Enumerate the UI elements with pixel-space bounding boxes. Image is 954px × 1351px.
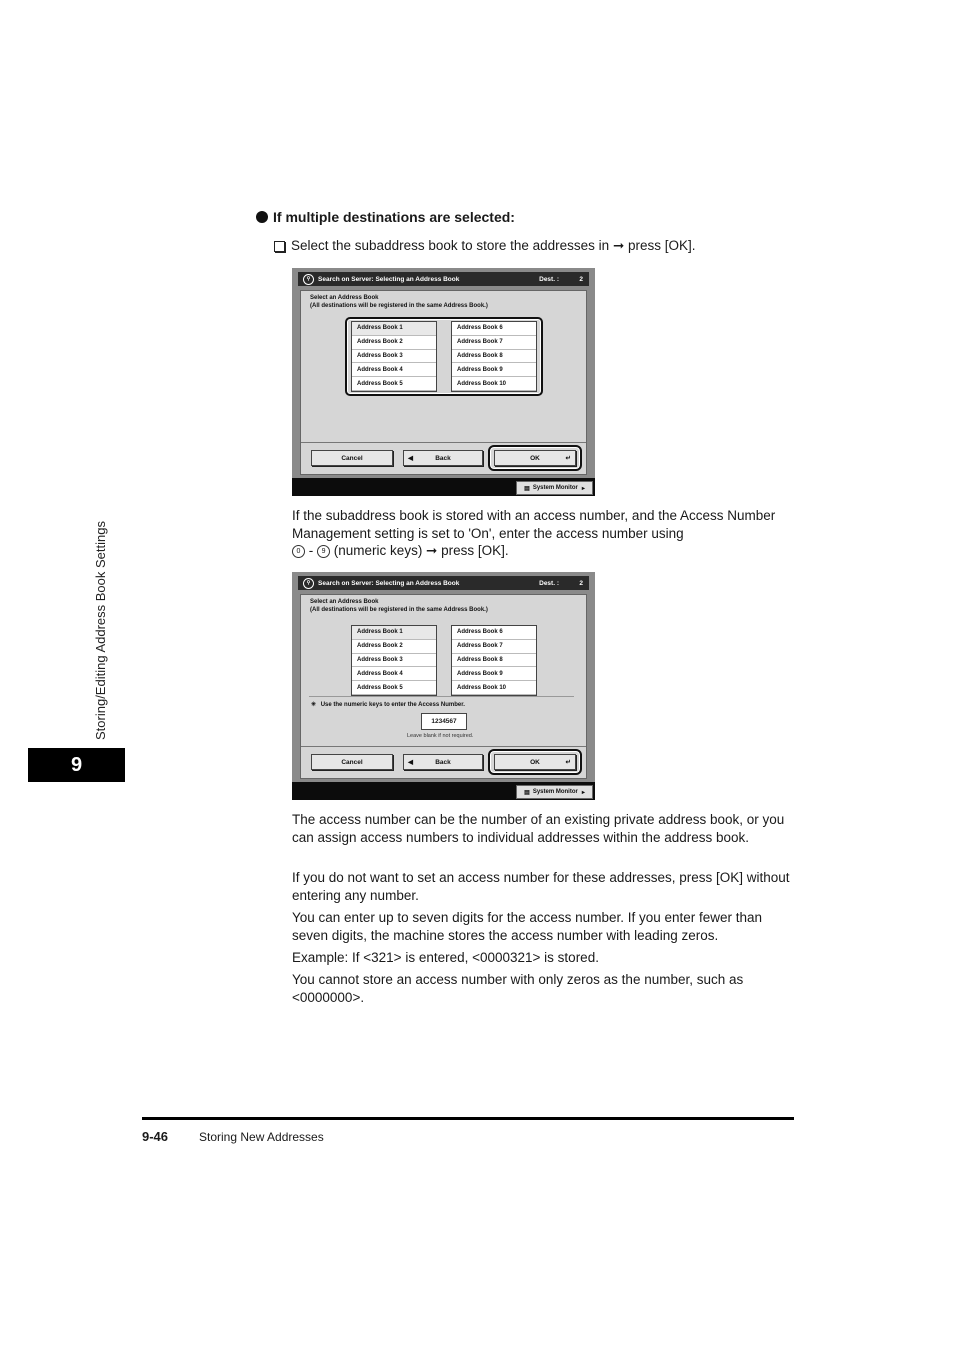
dest-label: Dest. : [539, 275, 559, 283]
list-item[interactable]: Address Book 5 [352, 377, 436, 391]
instruction [310, 599, 488, 614]
instruction-line-2: (All destinations will be registered in the same Address Book.) [310, 302, 488, 309]
enter-icon: ↵ [565, 759, 571, 766]
list-item[interactable]: Address Book 7 [452, 640, 536, 654]
ok-label: OK [530, 758, 540, 766]
list-item[interactable]: Address Book 2 [352, 640, 436, 654]
chapter-side-title: Storing/Editing Address Book Settings [93, 521, 108, 740]
note-paragraph: You cannot store an access number with only zeros as the number, such as <0000000>. [292, 972, 744, 1005]
screen-title: Search on Server: Selecting an Address Book [318, 275, 460, 283]
note-paragraph: You can enter up to seven digits for the access number. If you enter fewer than seven digits, the machine stores the access number with leading zeros. [292, 910, 763, 943]
back-label: Back [435, 758, 451, 766]
list-item[interactable]: Address Book 10 [452, 377, 536, 391]
back-arrow-icon: ◀ [408, 455, 413, 462]
address-book-list-left[interactable] [351, 321, 437, 392]
list-item[interactable]: Address Book 6 [452, 626, 536, 640]
system-monitor-label: System Monitor [532, 485, 578, 491]
dest-label: Dest. : [539, 579, 559, 587]
list-item[interactable]: Address Book 7 [452, 336, 536, 350]
system-monitor-button[interactable] [516, 481, 593, 495]
instruction-line-2: (All destinations will be registered in the same Address Book.) [310, 606, 488, 613]
list-item[interactable]: Address Book 3 [352, 654, 436, 668]
address-book-list-right[interactable] [451, 321, 537, 392]
list-item[interactable]: Address Book 1 [352, 322, 436, 336]
ok-button[interactable] [494, 754, 576, 770]
monitor-icon: ▤ [524, 485, 530, 492]
list-item[interactable]: Address Book 3 [352, 350, 436, 364]
section-heading [256, 209, 515, 225]
page-number: 9-46 [142, 1129, 169, 1144]
back-label: Back [435, 454, 451, 462]
button-bar [301, 442, 586, 471]
footer-rule [142, 1117, 794, 1120]
bullet-icon [256, 211, 268, 223]
back-arrow-icon: ◀ [408, 759, 413, 766]
section-heading-text: If multiple destinations are selected: [273, 209, 515, 225]
system-monitor-button[interactable] [516, 785, 593, 799]
cancel-button[interactable]: Cancel [311, 754, 393, 770]
monitor-icon: ▤ [524, 789, 530, 796]
back-button[interactable] [403, 450, 483, 466]
status-bar [292, 478, 595, 496]
dest-count: 2 [579, 275, 583, 283]
list-item[interactable]: Address Book 6 [452, 322, 536, 336]
search-icon: ⚲ [303, 274, 314, 285]
address-book-list-left[interactable] [351, 625, 437, 696]
list-item[interactable]: Address Book 9 [452, 363, 536, 377]
instruction [310, 295, 488, 310]
access-number-instruction [292, 507, 797, 560]
numeric-keys-icon: ✳ [311, 702, 317, 708]
list-item[interactable]: Address Book 4 [352, 363, 436, 377]
system-monitor-label: System Monitor [532, 789, 578, 795]
access-number-field[interactable]: 1234567 [421, 713, 467, 730]
chapter-number-tab: 9 [28, 748, 125, 782]
screenshot-access-number [292, 572, 595, 800]
numeric-key-9-icon: 9 [317, 545, 330, 558]
note-paragraph: If you do not want to set an access number for these addresses, press [OK] without entering any number. [292, 870, 790, 903]
access-number-label [311, 701, 465, 708]
enter-icon: ↵ [565, 455, 571, 462]
list-item[interactable]: Address Book 4 [352, 667, 436, 681]
screen-titlebar [298, 576, 589, 590]
cancel-button[interactable]: Cancel [311, 450, 393, 466]
instruction-text-a: If the subaddress book is stored with an access number, and the Access Number Management setting is set to 'On', enter the access number using [292, 508, 776, 541]
list-item[interactable]: Address Book 9 [452, 667, 536, 681]
search-icon: ⚲ [303, 578, 314, 589]
screen-panel [300, 594, 587, 779]
screenshot-select-address-book [292, 268, 595, 496]
screen-title: Search on Server: Selecting an Address Book [318, 579, 460, 587]
footer-title: Storing New Addresses [199, 1130, 324, 1144]
screen-titlebar [298, 272, 589, 286]
triangle-right-icon: ▸ [581, 485, 585, 492]
ok-label: OK [530, 454, 540, 462]
instruction-line-1: Select an Address Book [310, 295, 379, 301]
button-bar [301, 746, 586, 775]
access-label-text: Use the numeric keys to enter the Access Number. [320, 702, 465, 708]
instruction-text-b: (numeric keys) ➞ press [OK]. [333, 543, 509, 558]
divider [309, 696, 574, 697]
checkbox-icon [274, 241, 285, 252]
dest-count: 2 [579, 579, 583, 587]
list-item[interactable]: Address Book 2 [352, 336, 436, 350]
access-number-hint: Leave blank if not required. [407, 733, 474, 739]
back-button[interactable] [403, 754, 483, 770]
step-instruction [274, 238, 696, 254]
ok-button[interactable] [494, 450, 576, 466]
list-item[interactable]: Address Book 10 [452, 681, 536, 695]
address-book-list-right[interactable] [451, 625, 537, 696]
triangle-right-icon: ▸ [581, 789, 585, 796]
status-bar [292, 782, 595, 800]
dash: - [308, 543, 314, 558]
screen-panel [300, 290, 587, 475]
list-item[interactable]: Address Book 5 [352, 681, 436, 695]
note-paragraph: The access number can be the number of an existing private address book, or you can assign access numbers to individual addresses within the address book. [292, 812, 785, 845]
numeric-key-0-icon: 0 [292, 545, 305, 558]
list-item[interactable]: Address Book 8 [452, 654, 536, 668]
note-paragraph: Example: If <321> is entered, <0000321> is stored. [292, 950, 599, 965]
step-text: Select the subaddress book to store the addresses in ➞ press [OK]. [291, 238, 696, 253]
instruction-line-1: Select an Address Book [310, 599, 379, 605]
list-item[interactable]: Address Book 1 [352, 626, 436, 640]
list-item[interactable]: Address Book 8 [452, 350, 536, 364]
